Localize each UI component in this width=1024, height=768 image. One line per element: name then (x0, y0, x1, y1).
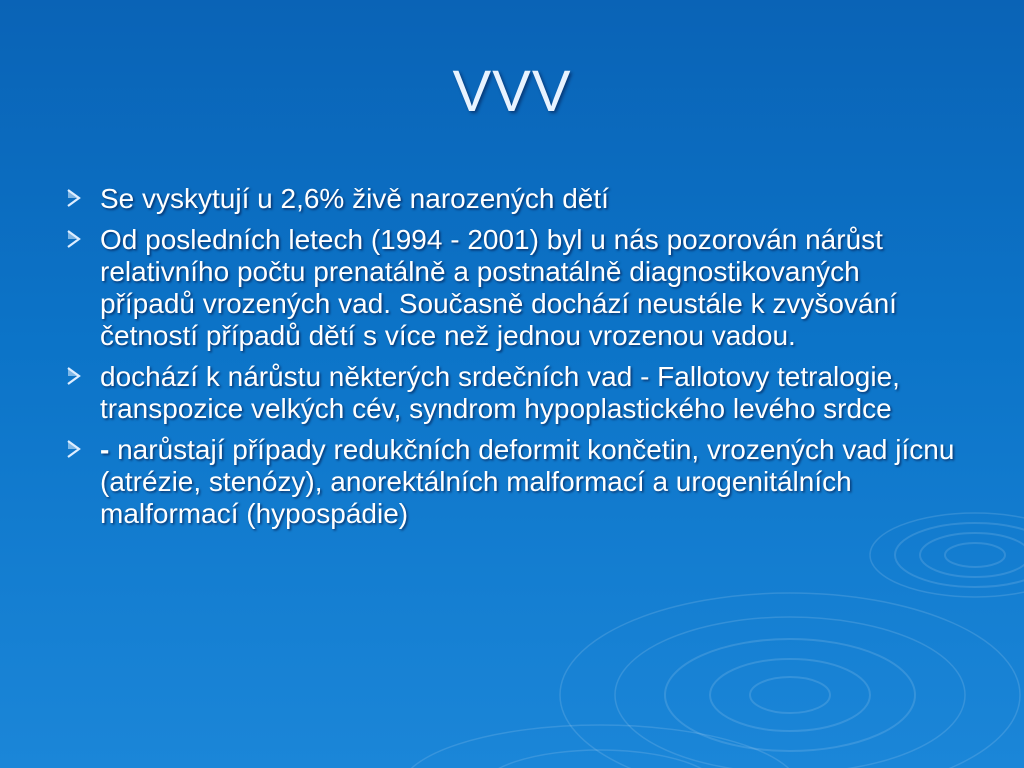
bullet-text: Od posledních letech (1994 - 2001) byl u nás pozorován nárůst relativního počtu prenatálně a postnatálně diagnostikovaných případů vrozených vad. Současně dochází neustále k zvyšování četností případů dětí s více než jednou vrozenou vadou. (100, 224, 897, 351)
bullet-item-4 (62, 434, 962, 530)
chevron-right-icon (64, 364, 84, 388)
bullet-list (62, 183, 962, 539)
chevron-right-icon (64, 227, 84, 251)
bullet-text: Se vyskytují u 2,6% živě narozených dětí (100, 183, 609, 214)
bullet-dash: - (100, 434, 110, 465)
bullet-item-3 (62, 361, 962, 425)
bullet-text: narůstají případy redukčních deformit končetin, vrozených vad jícnu (atrézie, stenózy), anorektálních malformací a urogenitálních malformací (hypospádie) (100, 434, 955, 529)
bullet-item-1 (62, 183, 962, 215)
slide-title: VVV (452, 59, 572, 124)
chevron-right-icon (64, 437, 84, 461)
chevron-right-icon (64, 186, 84, 210)
bullet-text: dochází k nárůstu některých srdečních vad - Fallotovy tetralogie, transpozice velkých cév, syndrom hypoplastického levého srdce (100, 361, 900, 424)
bullet-item-2 (62, 224, 962, 352)
